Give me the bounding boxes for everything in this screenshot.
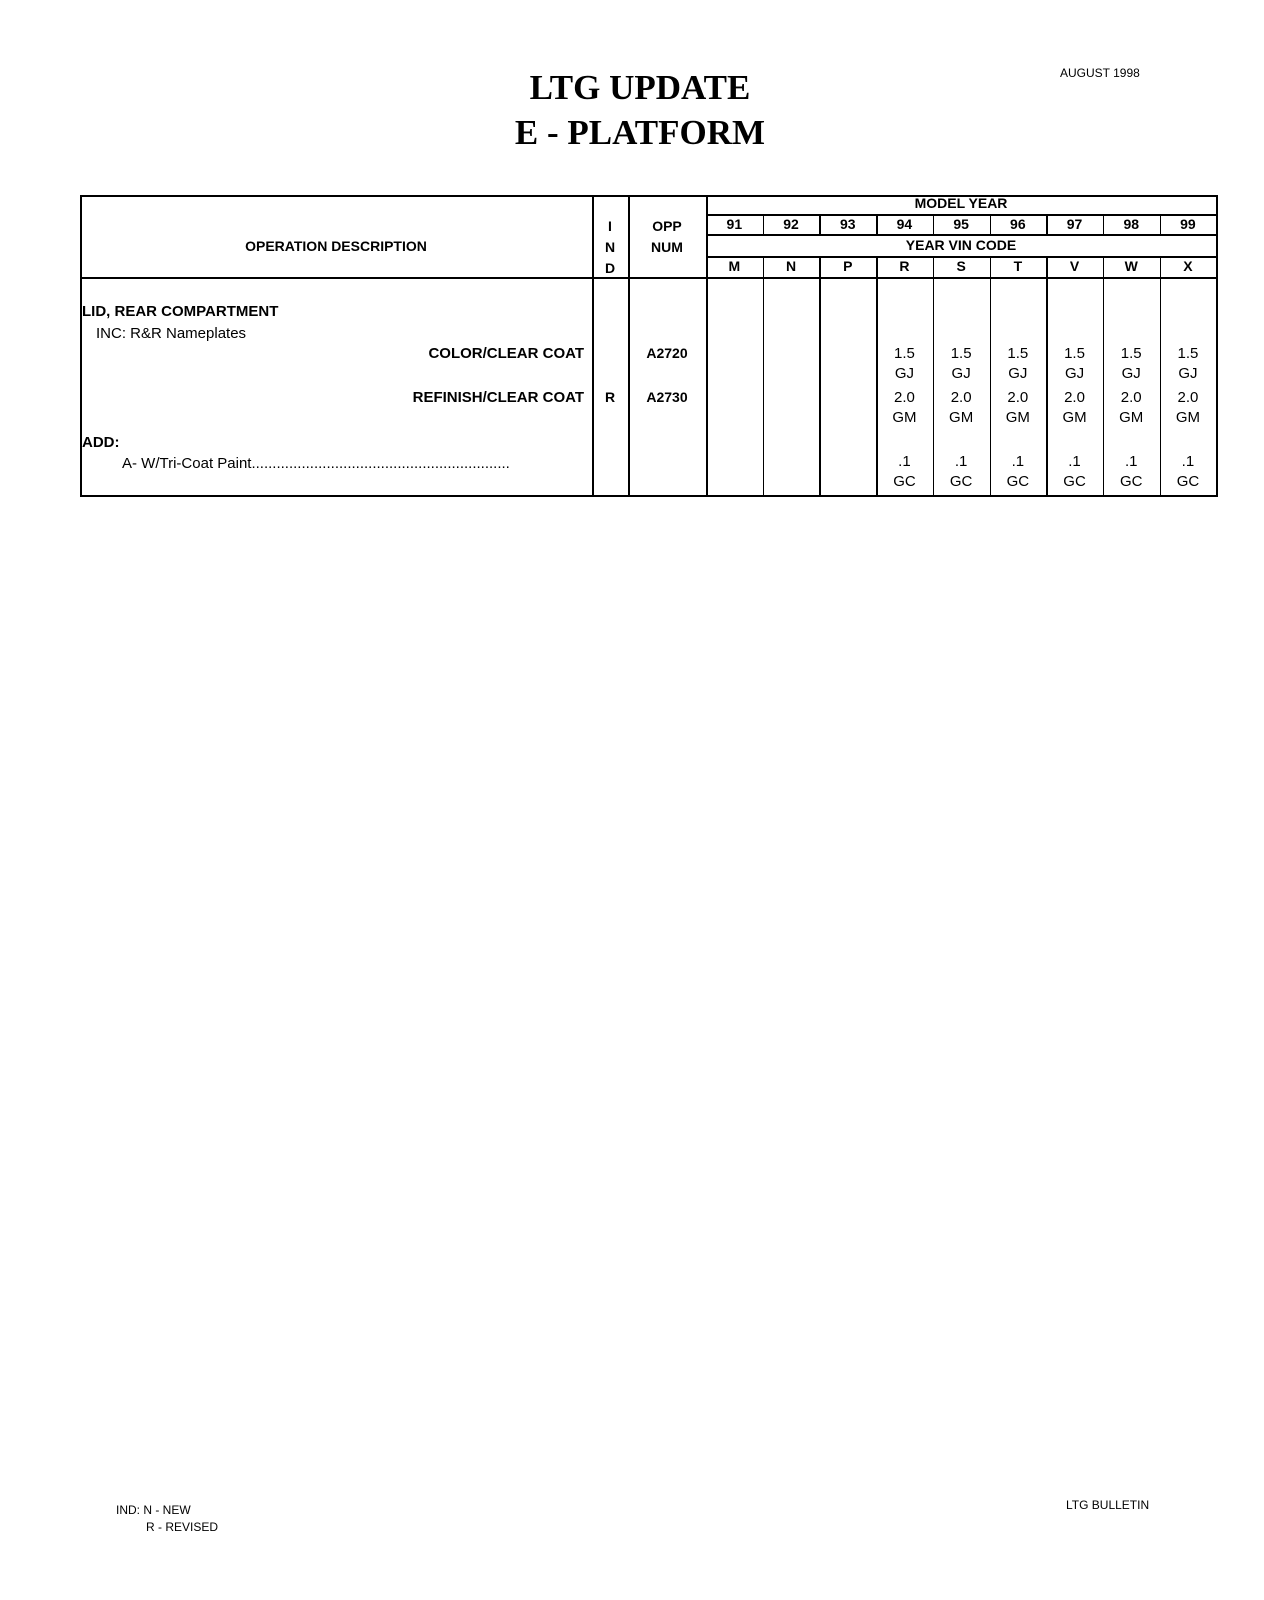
operation-label: REFINISH/CLEAR COAT (412, 389, 584, 406)
model-year-99: 99 (1180, 216, 1196, 232)
labor-time-value: 2.0 (1177, 389, 1199, 406)
ind-header-letter: I (608, 218, 612, 234)
ind-value: R (604, 389, 616, 405)
operation-description-header: OPERATION DESCRIPTION (245, 238, 427, 254)
labor-code: GM (1119, 409, 1144, 426)
add-labor-time-value: .1 (1068, 453, 1081, 470)
add-labor-code: GC (1176, 473, 1200, 490)
model-year-95: 95 (953, 216, 969, 232)
model-year-92: 92 (783, 216, 799, 232)
add-labor-code: GC (1119, 473, 1143, 490)
labor-time-value: 1.5 (1007, 345, 1029, 362)
vin-code-x: X (1183, 258, 1193, 274)
labor-time-value: 2.0 (894, 389, 915, 406)
vin-code-w: W (1124, 258, 1138, 274)
opp-num-header: OPP (652, 218, 682, 234)
labor-time-value: 2.0 (1064, 389, 1085, 406)
model-year-97: 97 (1066, 216, 1083, 232)
labor-time-value: 2.0 (1007, 389, 1029, 406)
ind-header-letter: D (604, 260, 616, 276)
labor-time-value: 1.5 (1064, 345, 1085, 362)
ind-legend-revised: R - REVISED (146, 1520, 219, 1534)
ind-header-letter: N (604, 239, 616, 255)
labor-code: GJ (1064, 365, 1085, 382)
model-year-header: MODEL YEAR (914, 195, 1008, 211)
vin-code-t: T (1013, 258, 1023, 274)
title-line-2: E - PLATFORM (514, 113, 766, 152)
labor-code: GJ (894, 365, 915, 382)
year-vin-code-header: YEAR VIN CODE (905, 237, 1017, 253)
labor-code: GJ (1178, 365, 1198, 382)
labor-time-value: 1.5 (1120, 345, 1142, 362)
vin-code-r: R (899, 258, 910, 274)
add-labor-time-value: .1 (898, 453, 911, 470)
labor-time-value: 1.5 (894, 345, 915, 362)
vin-code-n: N (785, 258, 797, 274)
add-labor-code: GC (949, 473, 973, 490)
add-labor-code: GC (893, 473, 916, 490)
vin-code-p: P (843, 258, 853, 274)
add-labor-time-value: .1 (1124, 453, 1138, 470)
add-labor-code: GC (1063, 473, 1086, 490)
labor-code: GM (949, 409, 974, 426)
add-label: ADD: (82, 434, 120, 451)
labor-code: GJ (1008, 365, 1028, 382)
table-rule (763, 256, 765, 495)
table-rule (1216, 195, 1218, 497)
operation-label: COLOR/CLEAR COAT (428, 345, 584, 362)
labor-code: GJ (951, 365, 971, 382)
labor-time-value: 2.0 (950, 389, 972, 406)
opp-num-header: NUM (651, 239, 683, 255)
title-line-1: LTG UPDATE (529, 68, 751, 107)
labor-code: GM (1005, 409, 1030, 426)
table-rule (706, 234, 1216, 236)
labor-time-value: 1.5 (950, 345, 972, 362)
add-labor-time-value: .1 (954, 453, 968, 470)
labor-code: GM (1175, 409, 1201, 426)
model-year-96: 96 (1010, 216, 1026, 232)
vin-code-v: V (1069, 258, 1080, 274)
add-item: A- W/Tri-Coat Paint.............................................................. (122, 455, 510, 472)
section-title: LID, REAR COMPARTMENT (82, 303, 279, 320)
labor-time-value: 2.0 (1120, 389, 1142, 406)
bulletin-label: LTG BULLETIN (1066, 1498, 1150, 1512)
section-note: INC: R&R Nameplates (96, 325, 247, 342)
vin-code-s: S (956, 258, 966, 274)
table-rule (819, 256, 821, 495)
vin-code-m: M (728, 258, 741, 274)
labor-time-value: 1.5 (1177, 345, 1199, 362)
opp-number: A2730 (646, 389, 688, 405)
opp-number: A2720 (646, 345, 688, 361)
add-labor-time-value: .1 (1181, 453, 1195, 470)
labor-code: GJ (1121, 365, 1141, 382)
model-year-98: 98 (1123, 216, 1140, 232)
labor-code: GM (1062, 409, 1087, 426)
model-year-94: 94 (896, 216, 913, 232)
ind-legend-new: IND: N - NEW (116, 1503, 191, 1517)
model-year-93: 93 (839, 216, 856, 232)
labor-code: GM (892, 409, 917, 426)
model-year-91: 91 (726, 216, 743, 232)
add-labor-code: GC (1006, 473, 1030, 490)
add-labor-time-value: .1 (1011, 453, 1025, 470)
table-rule (80, 495, 1216, 497)
date-label: AUGUST 1998 (1060, 66, 1140, 80)
